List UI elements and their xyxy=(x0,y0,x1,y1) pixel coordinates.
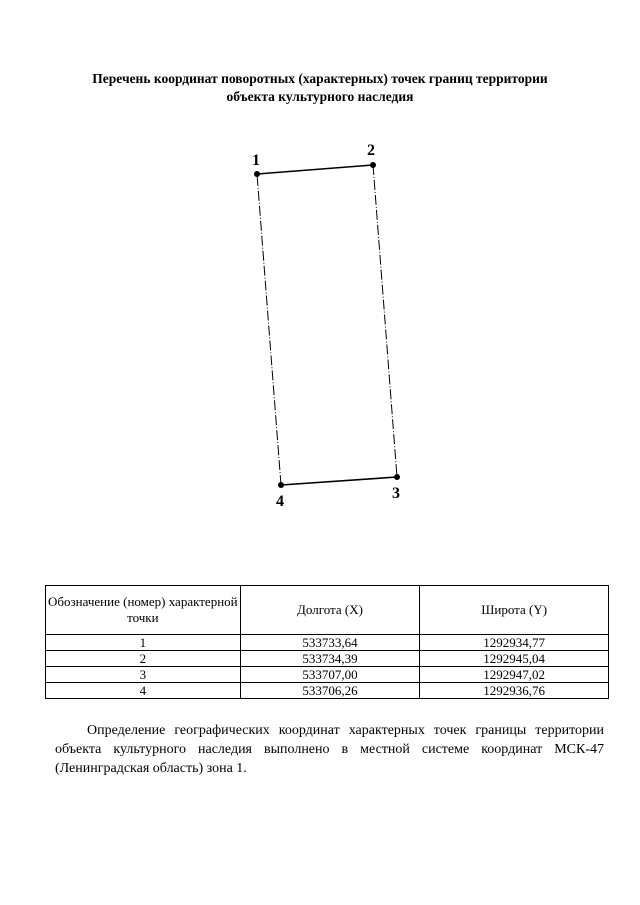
boundary-points xyxy=(254,162,400,488)
boundary-edge-2-3 xyxy=(373,165,397,477)
cell-point: 1 xyxy=(46,635,241,651)
point-1-marker xyxy=(254,171,260,177)
cell-point: 2 xyxy=(46,651,241,667)
cell-y: 1292945,04 xyxy=(420,651,609,667)
point-2-marker xyxy=(370,162,376,168)
cell-point: 4 xyxy=(46,683,241,699)
cell-x: 533734,39 xyxy=(240,651,420,667)
header-longitude: Долгота (X) xyxy=(240,586,420,635)
table-row xyxy=(46,635,609,651)
table-row xyxy=(46,683,609,699)
cell-point: 3 xyxy=(46,667,241,683)
point-3-marker xyxy=(394,474,400,480)
cell-y: 1292947,02 xyxy=(420,667,609,683)
point-4-marker xyxy=(278,482,284,488)
table-header-row xyxy=(46,586,609,635)
cell-y: 1292936,76 xyxy=(420,683,609,699)
header-latitude: Широта (Y) xyxy=(420,586,609,635)
title-line-1: Перечень координат поворотных (характерных) точек границ территории xyxy=(92,71,548,86)
boundary-edge-4-1 xyxy=(257,174,281,485)
boundary-lines xyxy=(257,165,397,485)
table-row xyxy=(46,667,609,683)
title-line-2: объекта культурного наследия xyxy=(226,89,414,104)
header-point-number: Обозначение (номер) характерной точки xyxy=(46,586,241,635)
coordinates-table xyxy=(45,585,609,699)
cell-y: 1292934,77 xyxy=(420,635,609,651)
boundary-edge-3-4 xyxy=(281,477,397,485)
boundary-edge-1-2 xyxy=(257,165,373,174)
coordinate-system-note xyxy=(55,721,604,778)
point-2-label: 2 xyxy=(367,142,375,159)
cell-x: 533733,64 xyxy=(240,635,420,651)
note-paragraph: Определение географических координат характерных точек границы территории объекта культурного наследия выполнено в местной системе координат МСК-47 (Ленинградская область) зона 1. xyxy=(55,723,604,776)
table-row xyxy=(46,651,609,667)
cell-x: 533707,00 xyxy=(240,667,420,683)
point-4-label: 4 xyxy=(276,493,284,510)
point-labels xyxy=(252,142,400,510)
point-3-label: 3 xyxy=(392,485,400,502)
point-1-label: 1 xyxy=(252,152,260,169)
cell-x: 533706,26 xyxy=(240,683,420,699)
